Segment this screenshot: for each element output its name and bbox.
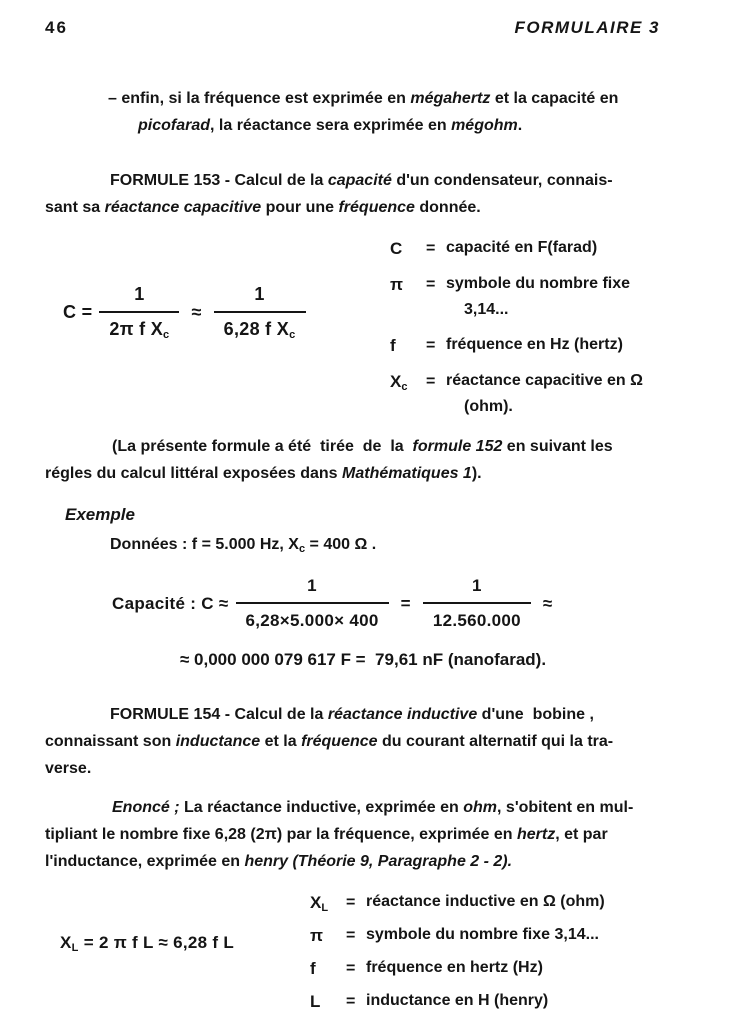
legend-desc-line: réactance inductive en Ω (ohm) xyxy=(366,893,605,910)
legend-equals: = xyxy=(346,894,356,911)
enonce-paragraph xyxy=(45,794,660,875)
fraction-denominator-text: 2π f X xyxy=(109,319,164,339)
legend-desc-line: symbole du nombre fixe xyxy=(446,275,631,292)
approx-sign: ≈ xyxy=(542,593,553,613)
formula-153-column xyxy=(45,235,390,429)
fraction-denominator xyxy=(99,311,179,343)
text-line: picofarad, la réactance sera exprimée en mégohm. xyxy=(138,117,523,134)
legend-desc xyxy=(366,988,660,1015)
fraction xyxy=(236,572,389,634)
fraction-numerator: 1 xyxy=(254,284,265,304)
fraction-denominator xyxy=(214,311,306,343)
page-header xyxy=(45,14,660,41)
legend-symbol-text: X xyxy=(390,372,402,391)
fraction-numerator: 1 xyxy=(471,576,482,595)
formula-153-section xyxy=(45,235,660,429)
text-line: connaissant son inductance et la fréquence du courant alternatif qui la tra- xyxy=(45,733,614,750)
text-line: FORMULE 153 - Calcul de la capacité d'un condensateur, connais- xyxy=(110,172,613,189)
legend-item xyxy=(390,332,660,359)
text-line: tipliant le nombre fixe 6,28 (2π) par la fréquence, exprimée en hertz, et par xyxy=(45,826,608,843)
legend-item xyxy=(390,271,660,323)
legend-desc xyxy=(446,235,660,262)
legend-153 xyxy=(390,235,660,429)
text-line: – enfin, si la fréquence est exprimée en mégahertz et la capacité en xyxy=(108,90,619,107)
text-line: Enoncé ; La réactance inductive, exprimée en ohm, s'obitent en mul- xyxy=(112,799,634,816)
legend-desc-line: fréquence en Hz (hertz) xyxy=(446,336,623,353)
example-calc-formula xyxy=(112,572,660,634)
formula-154 xyxy=(60,929,310,956)
legend-symbol-text: X xyxy=(310,893,322,912)
formula-153-lhs: C = xyxy=(63,301,93,322)
fraction-numerator: 1 xyxy=(134,284,145,304)
legend-item xyxy=(310,889,660,916)
legend-desc xyxy=(446,332,660,359)
legend-desc xyxy=(446,271,660,323)
formula-153 xyxy=(63,281,390,343)
text-line: (La présente formule a été tirée de la formule 152 en suivant les xyxy=(112,438,613,455)
legend-desc xyxy=(446,368,660,420)
legend-item xyxy=(390,235,660,262)
legend-desc xyxy=(366,922,660,949)
formula-154-subscript: L xyxy=(71,942,79,954)
legend-equals: = xyxy=(346,927,356,944)
page-number: 46 xyxy=(45,18,68,37)
text-line: régles du calcul littéral exposées dans Mathématiques 1). xyxy=(45,465,482,482)
legend-equals: = xyxy=(346,960,356,977)
legend-symbol: π xyxy=(310,926,324,945)
text-line: l'inductance, exprimée en henry (Théorie 9, Paragraphe 2 - 2). xyxy=(45,853,513,870)
example-heading: Exemple xyxy=(65,505,135,524)
legend-item xyxy=(310,955,660,982)
page-title: FORMULAIRE 3 xyxy=(514,18,660,37)
legend-equals: = xyxy=(346,993,356,1010)
fraction xyxy=(214,281,306,343)
formule-154-paragraph xyxy=(45,701,660,782)
fraction-denominator-subscript: c xyxy=(289,329,296,341)
legend-item xyxy=(310,922,660,949)
legend-symbol: C xyxy=(390,239,403,258)
legend-desc-line: fréquence en hertz (Hz) xyxy=(366,959,543,976)
legend-equals: = xyxy=(426,337,436,354)
legend-desc xyxy=(366,889,660,916)
legend-154 xyxy=(310,889,660,1021)
text-line: FORMULE 154 - Calcul de la réactance inductive d'une bobine , xyxy=(110,706,594,723)
fraction-numerator: 1 xyxy=(307,576,317,595)
legend-desc-line: inductance en H (henry) xyxy=(366,992,549,1009)
legend-equals: = xyxy=(426,373,436,390)
legend-desc xyxy=(366,955,660,982)
text-line: sant sa réactance capacitive pour une fréquence donnée. xyxy=(45,199,481,216)
legend-symbol: L xyxy=(310,992,321,1011)
legend-item xyxy=(390,368,660,420)
calc-label: Capacité : C ≈ xyxy=(112,593,229,613)
legend-desc-line: 3,14... xyxy=(464,301,509,318)
legend-desc-line: symbole du nombre fixe 3,14... xyxy=(366,926,599,943)
fraction xyxy=(99,281,179,343)
fraction-denominator: 6,28×5.000× 400 xyxy=(236,602,389,634)
intro-paragraph xyxy=(45,85,660,139)
fraction xyxy=(423,572,531,634)
legend-symbol: f xyxy=(310,959,316,978)
legend-equals: = xyxy=(426,240,436,257)
formule-153-paragraph xyxy=(45,167,660,221)
example-data-line: Données : f = 5.000 Hz, $X_c = 400$ Ω . xyxy=(110,536,377,555)
formula-154-section xyxy=(45,889,660,1024)
legend-equals: = xyxy=(426,276,436,293)
approx-sign: ≈ xyxy=(191,301,202,322)
legend-symbol xyxy=(390,368,426,420)
legend-desc-line: capacité en F(farad) xyxy=(446,239,598,256)
text-line: verse. xyxy=(45,760,92,777)
legend-symbol-subscript: c xyxy=(401,381,408,393)
legend-desc-line: (ohm). xyxy=(464,398,513,415)
legend-symbol: f xyxy=(390,336,396,355)
example-result-line: ≈ 0,000 000 079 617 F = 79,61 nF (nanofarad). xyxy=(180,650,547,669)
legend-desc-line: réactance capacitive en Ω xyxy=(446,372,643,389)
legend-item xyxy=(310,988,660,1015)
note-paragraph xyxy=(45,433,660,487)
legend-symbol-subscript: L xyxy=(321,902,329,914)
formula-154-lhs xyxy=(60,933,79,952)
legend-symbol: π xyxy=(390,275,404,294)
formula-154-symbol: X xyxy=(60,933,72,952)
fraction-denominator-text: 6,28 f X xyxy=(223,319,290,339)
fraction-denominator-subscript: c xyxy=(163,329,170,341)
formula-154-rhs: = 2 π f L ≈ 6,28 f L xyxy=(78,933,235,952)
equals-sign: = xyxy=(400,593,411,613)
legend-symbol xyxy=(310,889,346,916)
formula-154-column xyxy=(45,889,310,1024)
fraction-denominator: 12.560.000 xyxy=(423,602,531,634)
